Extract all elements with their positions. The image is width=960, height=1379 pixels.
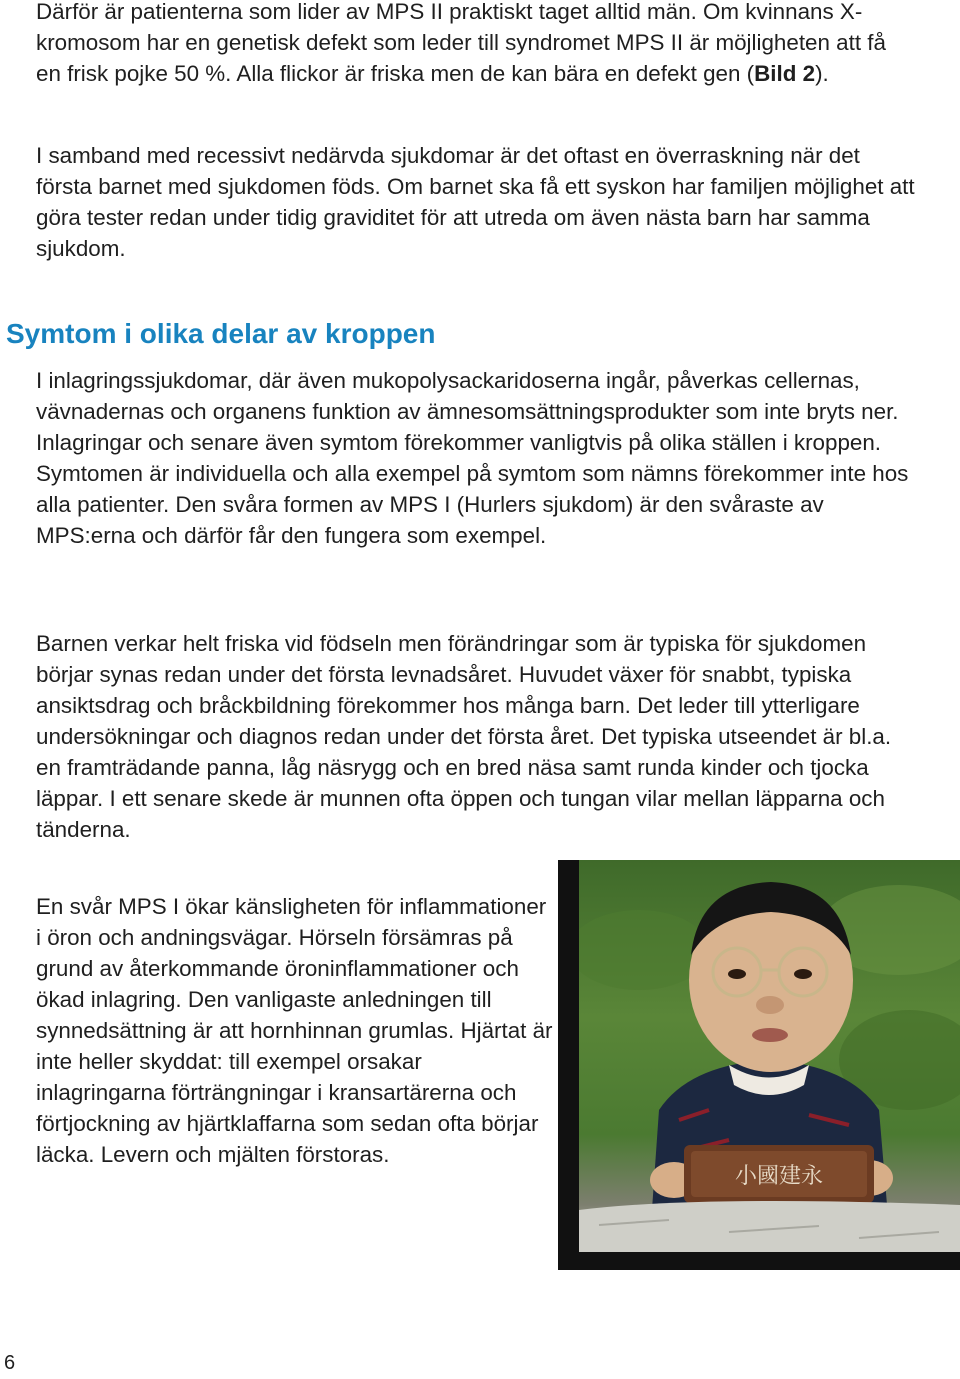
paragraph-recessive: I samband med recessivt nedärvda sjukdomar är det oftast en överraskning när det första barnet med sjukdomen föds. Om barnet ska få ett syskon har familjen möjlighet att göra tester redan under tidig graviditet för att utreda om även nästa barn har samma sjukdom. (36, 143, 915, 261)
paragraph-storage-diseases: I inlagringssjukdomar, där även mukopolysackaridoserna ingår, påverkas cellernas, vävnadernas och organens funktion av ämnesomsättningsprodukter som inte bryts ner. Inlagringar och senare även symtom förekommer vanligtvis på olika ställen i kroppen. Symtomen är individuella och alla exempel på symtom som nämns förekommer inte hos alla patienter. Den svåra formen av MPS I (Hurlers sjukdom) är den svåraste av MPS:erna och därför får den fungera som exempel. (36, 368, 909, 548)
photo-illustration (579, 860, 960, 1252)
figure-reference: Bild 2 (754, 61, 816, 86)
paragraph-inheritance-end: ). (815, 61, 829, 86)
section-heading: Symtom i olika delar av kroppen (6, 318, 436, 349)
photo-frame (558, 860, 960, 1270)
child-photo (579, 860, 960, 1252)
page-number: 6 (4, 1352, 16, 1374)
sign-text: 小國建永 (734, 1164, 824, 1189)
paragraph-early-signs: Barnen verkar helt friska vid födseln men förändringar som är typiska för sjukdomen börjar synas redan under det första levnadsåret. Huvudet växer för snabbt, typiska ansiktsdrag och bråckbildning förekommer hos många barn. Det leder till ytterligare undersökningar och diagnos redan under det första året. Det typiska utseendet är bl.a. en framträdande panna, låg näsrygg och en bred näsa samt runda kinder och tjocka läppar. I ett senare skede är munnen ofta öppen och tungan vilar mellan läpparna och tänderna. (36, 631, 892, 842)
paragraph-severe-mps: En svår MPS I ökar känsligheten för inflammationer i öron och andningsvägar. Hörseln försämras på grund av återkommande öroninflammationer och ökad inlagring. Den vanligaste anledningen till synnedsättning är att hornhinnan grumlas. Hjärtat är inte heller skyddat: till exempel orsakar inlagringarna förträngningar i kransartärerna och förtjockning av hjärtklaffarna som sedan ofta börjar läcka. Levern och mjälten förstoras. (36, 894, 553, 1167)
paragraph-inheritance-text: Därför är patienterna som lider av MPS II praktiskt taget alltid män. Om kvinnans X-kromosom har en genetisk defekt som leder till syndromet MPS II är möjligheten att få en frisk pojke 50 %. Alla flickor är friska men de kan bära en defekt gen ( (36, 0, 886, 86)
paragraph-inheritance (36, 0, 916, 89)
